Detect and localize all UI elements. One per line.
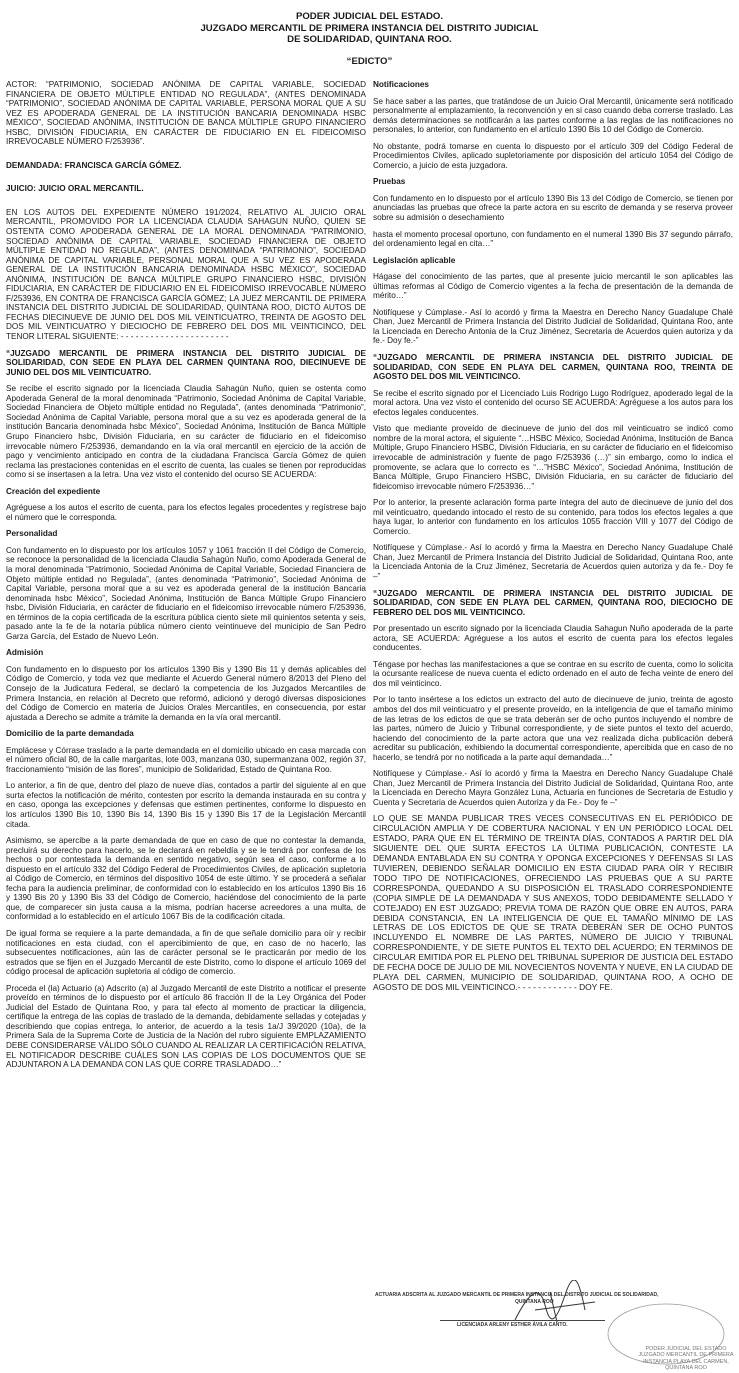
notifiquese-3: Notifíquese y Cúmplase.- Así lo acordó y firma la Maestra en Derecho Nancy Guadalupe Chalé Chan, Juez Mercantil de Primera Instancia del Distrito Judicial de Solidaridad, Quintana Roo, ante la Licenciada en Derecho Mayra González Luna, Actuaria en funciones de Secretaria de Estudio y Cuenta y Secretaria de Acuerdos quien Autoriza y da Fe.- Doy fe –” <box>373 769 733 807</box>
juicio-line: JUICIO: JUICIO ORAL MERCANTIL. <box>6 184 144 194</box>
section-body: Emplácese y Córrase traslado a la parte demandada en el domicilio ubicado en casa marcada con el número oficial 80, de la calle margaritas, lote 003, manzana 030, supermanzana 002, región 37, fraccionamiento “misión de las flores”, municipio de Solidaridad, Estado de Quintana Roo. <box>6 745 366 774</box>
document-header <box>0 0 739 46</box>
section-body: Con fundamento en lo dispuesto por el artículo 1390 Bis 13 del Código de Comercio, se tienen por anunciadas las pruebas que ofrece la parte actora en su escrito de demanda y se reserva proveer sobre su admisión o desechamiento <box>373 193 733 223</box>
section-heading: Notificaciones <box>373 80 429 89</box>
actuario-paragraph: Proceda el (la) Actuario (a) Adscrito (a) al Juzgado Mercantil de este Distrito a notificar el presente proveído en términos de lo dispuesto por el artículo 86 fracción II de la Ley Orgánica del Poder Judicial del Estado de Quintana Roo, y para tal efecto al momento de practicar la diligencia, certifique la entrega de las copias de traslado de la demanda, debidamente selladas y cotejadas y describiendo que copias entrega, lo anterior, de acuerdo a la tesis 1a/J 39/2020 (10a), de la Primera Sala de la Suprema Corte de Justicia de la Nación del rubro siguiente EMPLAZAMIENTO DEBE CONSIDERARSE VÁLIDO SÓLO CUANDO AL REALIZAR LA CERTIFICACIÓN RELATIVA, EL NOTIFICADOR DESCRIBE CUÁLES SON LAS COPIAS DE LOS DOCUMENTOS QUE SE ADJUNTARON A LA DEMANDA CON LAS QUE CORRE TRASLADADO…” <box>6 983 366 1070</box>
section-body: Con fundamento en lo dispuesto por los artículos 1390 Bis y 1390 Bis 11 y demás aplicables del Código de Comercio, y toda vez que mediante el Acuerdo General número 8/2013 del Pleno del Consejo de la Judicatura Federal, se declaró la competencia de los Juzgados Mercantiles de Primera Instancia, en relación al Decreto que reformó, adicionó y derogó diversas disposiciones del Código de Comercio en materia de Juicios Orales Mercantiles, en consecuencia, por estar ajustada a Derecho se admite a trámite la demanda en la vía oral mercantil. <box>6 664 366 722</box>
plazo-paragraph: Lo anterior, a fin de que, dentro del plazo de nueve días, contados a partir del siguiente al en que surta efectos la notificación de mérito, contesten por escrito la demanda instaurada en su contra y en caso, oponga las excepciones y defensas que estimen pertinentes, conforme lo dispuesto en los artículos 1390 Bis 10, 1390 Bis 14, 1390 Bis 15 y 1390 Bis 17 de la Legislación Mercantil citada. <box>6 781 366 829</box>
header-line-3: DE SOLIDARIDAD, QUINTANA ROO. <box>287 34 452 45</box>
right-column <box>373 80 733 1077</box>
section-notificaciones <box>373 80 733 135</box>
section-pruebas <box>373 177 733 222</box>
section-heading: Pruebas <box>373 177 406 187</box>
auto-body-2: Se recibe el escrito signado por el Licenciado Luis Rodrigo Lugo Rodríguez, apoderado legal de la moral actora. Una vez visto el contenido del ocurso SE ACUERDA: Agréguese a los autos para los efectos legales conducentes. <box>373 388 733 417</box>
section-heading: Creación del expediente <box>6 486 101 496</box>
signature-line-2: QUINTANA ROO <box>515 1299 554 1305</box>
autos-paragraph: EN LOS AUTOS DEL EXPEDIENTE NÚMERO 191/2024, RELATIVO AL JUICIO ORAL MERCANTIL, PROMOVIDO POR LA LICENCIADA CLAUDIA SAHAGUN NUÑO, QUIEN SE OSTENTA COMO APODERADA GENERAL DE LA MORAL DENOMINADA “PATRIMONIO, SOCIEDAD ANÓNIMA DE CAPITAL VARIABLE, SOCIEDAD FINANCIERA DE OBJETO MÚLTIPLE ENTIDAD NO REGULADA”, (ANTES DENOMINADA “PATRIMONIO”, SOCIEDAD ANÓNIMA DE CAPITAL VARIABLE, PERSONAL MORAL QUE A SU VEZ ES APODERADA GENERAL DE LA INSTITUCIÓN BANCARIA DENOMINADA HSBC MÉXICO”, SOCIEDAD ANÓNIMA, INSTITUCIÓN DE BANCA MÚLTIPLE GRUPO FINANCIERO HSBC, DIVISIÓN FIDUCIARIA, EN CARÁCTER DE FIDUCIARIO EN EL FIDEICOMISO IRREVOCABLE NÚMERO F/253936, EN CONTRA DE FRANCISCA GARCÍA GÓMEZ; LA JUEZ MERCANTIL DE PRIMERA INSTANCIA DEL DISTRITO JUDICIAL DE SOLIDARIDAD, QUINTANA ROO, DICTÓ AUTOS DE FECHAS DIECINUEVE DE JUNIO DEL DOS MIL VEINTICUATRO, TREINTA DE AGOSTO DEL DOS MIL VEINTICUATRO Y DIECIOCHO DE FEBRERO DEL DOS MIL VEINTICINCO, DEL TENOR LITERAL SIGUIENTE: - - - - - - - - - - - - - - - - - - - - - - <box>6 207 366 342</box>
publicar-paragraph: LO QUE SE MANDA PUBLICAR TRES VECES CONSECUTIVAS EN EL PERIÓDICO DE CIRCULACIÓN AMPLIA Y DE COBERTURA NACIONAL Y EN UN PERIÓDICO LOCAL DEL ESTADO, PARA QUE EN EL TÉRMINO DE TREINTA DÍAS, CONTADOS A PARTIR DEL DÍA SIGUIENTE DEL QUE SURTA EFECTOS LA ÚLTIMA PUBLICACIÓN, CONTESTE LA DEMANDA ENTABLADA EN SU CONTRA Y OPONGA EXCEPCIONES Y DEFENSAS SI LAS TUVIEREN, DEBIENDO SEÑALAR DOMICILIO EN ESTA CIUDAD PARA OÍR Y RECIBIR TODO TIPO DE NOTIFICACIONES, OFRECIENDO LAS PRUEBAS QUE A SU PARTE CORRESPONDA, QUEDANDO A SU DISPOSICIÓN EL TRASLADO CORRESPONDIENTE (COPIA SIMPLE DE LA DEMANDADA Y SUS ANEXOS, TODO DEBIDAMENTE SELLADO Y COTEJADO) EN EST JUZGADO; PREVIA TOMA DE RAZÓN QUE OBRE EN AUTOS, PARA DEBIDA CONSTANCIA, EN LA INTELIGENCIA DE QUE EL TAMAÑO MÍNIMO DE LAS LETRAS DE LOS EDICTOS DE QUE SE TRATA DEBERÁN SER DE OCHO PUNTOS INCLUYENDO EL NOMBRE DE LAS PARTES, NÚMERO DE JUICIO Y TRIBUNAL CORRESPONDIENTE, Y DE SIETE PUNTOS EL TEXTO DEL ACUERDO; EN TERMINOS DE CIRCULAR EMITIDA POR EL PLENO DEL TRIBUNAL SUPERIOR DE JUSTICIA DEL ESTADO DE FECHA DOCE DE JULIO DE MIL NOVECIENTOS NOVENTA Y NUEVE, EN LA CIUDAD DE PLAYA DEL CARMEN, MUNICIPIO DE SOLIDARIDAD, QUINTANA ROO, A OCHO DE AGOSTO DE DOS MIL VEINTICINCO.- - - - - - - - - - - - DOY FE. <box>373 813 733 992</box>
aclaracion-paragraph: Visto que mediante proveído de diecinueve de junio del dos mil veinticuatro se indicó como nombre de la moral actora, el siguiente “…HSBC México, Sociedad Anónima, Institución de Banca Múltiple, Grupo Financiero HSBC, División Fiduciaria, en su carácter de fiduciario en el fideicomiso irrevocable de administración y fuente de pago F/253936 (…)” sin embargo, como lo indica el promovente, se aclara que lo correcto es “…”HSBC México”, Sociedad Anónima, Institución de Banca Múltiple, Grupo Financiero HSBC, División Fiduciaria, en su carácter de fiduciario del fideicomiso irrevocable número F/253936…” <box>373 424 733 491</box>
supletorio-paragraph: No obstante, podrá tomarse en cuenta lo dispuesto por el artículo 309 del Código Federal de Procedimientos Civiles, aplicado supletoriamente por disposición del artículo 1054 del Código de Comercio, a juicio de esta juzgadora. <box>373 141 733 170</box>
section-domicilio <box>6 729 366 774</box>
manifestaciones-paragraph: Téngase por hechas las manifestaciones a que se contrae en su escrito de cuenta, como lo solicita la ocursante realícese de nueva cuenta el edicto ordenado en el auto de fecha veinte de enero del dos mil veinticinco. <box>373 659 733 688</box>
section-body: Hágase del conocimiento de las partes, que al presente juicio mercantil le son aplicables las últimas reformas al Código de Comercio vigentes a la fecha de presentación de la demanda de mérito…” <box>373 272 733 301</box>
section-creacion <box>6 487 366 523</box>
seal-text: PODER JUDICIAL DEL ESTADO JUZGADO MERCANTIL DE PRIMERA INSTANCIA PLAYA DEL CARMEN, QUINTANA ROO <box>638 1346 734 1372</box>
pruebas-continuation: hasta el momento procesal oportuno, con fundamento en el numeral 1390 Bis 37 segundo párrafo, del ordenamiento legal en cita…” <box>373 229 733 249</box>
header-line-2: JUZGADO MERCANTIL DE PRIMERA INSTANCIA DEL DISTRITO JUDICIAL <box>200 22 539 34</box>
auto-body-1: Se recibe el escrito signado por la licenciada Claudia Sahagún Nuño, quien se ostenta como Apoderada General de la moral denominada “Patrimonio, Sociedad Anónima de Capital Variable, Sociedad Financiera de Objeto múltiple entidad no Regulada”, (antes denominada “Patrimonio”, Sociedad Anónima de Capital Variable, persona moral que a su vez es apoderada general de la institución Bancaria denominada hsbc México”, Sociedad Anónima, Institución de Banca Múltiple Grupo Financiero hsbc, División Fiduciaria, en su carácter de fiduciario en el fideicomiso irrevocable número F/253936, demandando en la vía oral mercantil en ejercicio de la acción de pago y vencimiento anticipado en contra de la ciudadana Francisca García Gómez de quien reclama las prestaciones contenidas en el escrito de cuenta, las cuales se tienen por reproducidas como si se insertasen a la letra. Una vez visto el contenido del ocurso SE ACUERDA: <box>6 384 366 480</box>
section-body: Se hace saber a las partes, que tratándose de un Juicio Oral Mercantil, únicamente será notificado personalmente al emplazamiento, la reconvención y en si caso cuando deba correrse traslado. Las demás determinaciones se notificarán a las partes conforme a las reglas de las notificaciones no personales, lo anterior, con fundamento en el artículo 1390 Bis 10 del Código de Comercio. <box>373 96 733 135</box>
auto-heading-2: “JUZGADO MERCANTIL DE PRIMERA INSTANCIA DEL DISTRITO JUDICIAL DE SOLIDARIDAD, CON SEDE EN PLAYA DEL CARMEN, QUINTANA ROO, TREINTA DE AGOSTO DEL DOS MIL VEINTICINCO. <box>373 353 733 382</box>
section-heading: Domicilio de la parte demandada <box>6 729 134 739</box>
integra-paragraph: Por lo anterior, la presente aclaración forma parte íntegra del auto de diecinueve de junio del dos mil veinticuatro, quedando intocado el resto de su contenido, para todos los efectos legales a que haya lugar, lo anterior con fundamento en los artículos 1055 fracción VIII y 1077 del Código de Comercio. <box>373 498 733 536</box>
section-legislacion <box>373 256 733 301</box>
auto-body-3: Por presentado un escrito signado por la licenciada Claudia Sahagun Nuño apoderada de la parte actora, SE ACUERDA: Agréguese a los autos el escrito de cuenta para los efectos legales conducentes. <box>373 624 733 653</box>
apercibe-paragraph: Asimismo, se apercibe a la parte demandada de que en caso de que no contestar la demanda, precluirá su derecho para hacerlo, se le declarará en rebeldía y se le tendrá por confesa de los hechos o por contestada la demanda en sentido negativo, según sea el caso, conforme a lo dispuesto en el artículo 332 del Código Federal de Procedimientos Civiles, de aplicación supletoria al Código de Comercio, en términos del dispositivo 1054 de este último. Y se procederá a señalar fecha para la audiencia preliminar, de conformidad con lo establecido en los artículos 1390 Bis 16 y 1390 Bis 20 y 1390 Bis 33 del Código de Comercio, haciéndose del conocimiento de la parte que, de comparecer sin justa causa a la misma, podrían hacerse acreedores a una multa, de conformidad a lo establecido en el artículo 1067 Bis de la codificación citada. <box>6 836 366 922</box>
actor-paragraph: ACTOR: “PATRIMONIO, SOCIEDAD ANÓNIMA DE CAPITAL VARIABLE, SOCIEDAD FINANCIERA DE OBJETO MÚLTIPLE ENTIDAD NO REGULADA”, (ANTES DENOMINADA “PATRIMONIO”, SOCIEDAD ANÓNIMA DE CAPITAL VARIABLE, PERSONA MORAL QUE A SU VEZ ES APODERADA GENERAL DE LA INSTITUCIÓN BANCARIA DENOMINADA HSBC MÉXICO”, SOCIEDAD ANÓNIMA, INSTITUCIÓN DE BANCA MÚLTIPLE GRUPO FINANCIERO HSBC, DIVISIÓN FIDUCIARIA, EN CARÁCTER DE FIDUCIARIO EN EL FIDEICOMISO IRREVOCABLE NÚMERO F/253936”. <box>6 80 366 147</box>
signature-name: LICENCIADA ARLENY ESTHER ÁVILA CANTO. <box>457 1322 568 1328</box>
section-heading: Personalidad <box>6 529 58 539</box>
body-columns <box>6 80 733 1077</box>
header-line-1: PODER JUDICIAL DEL ESTADO. <box>295 11 444 22</box>
signature-rule <box>440 1320 605 1321</box>
section-body: Con fundamento en lo dispuesto por los artículos 1057 y 1061 fracción II del Código de Comercio, se reconoce la personalidad de la licenciada Claudia Sahagún Nuño, como Apoderada General de la moral denominada “Patrimonio, Sociedad Anónima de Capital Variable, Sociedad Financiera de Objeto múltiple entidad no Regulada”, (antes denominada “Patrimonio”, Sociedad Anónima de Capital Variable, persona moral que a su vez es apoderada general de la institución Bancaria denominada hsbc México”, Sociedad Anónima, Institución de Banca Múltiple Grupo Financiero hsbc, División Fiduciaria, en carácter de fiduciario en el fideicomiso irrevocable número F/253936, en términos de la copia certificada de la escritura pública ciento siete mil quinientos setenta y seis, pasado ante la fe de la notaría pública número ciento veintinueve del municipio de San Pedro Garza García, del Estado de Nuevo León. <box>6 545 366 641</box>
section-body: Agréguese a los autos el escrito de cuenta, para los efectos legales procedentes y regístrese bajo el número que le corresponda. <box>6 503 366 522</box>
left-column <box>6 80 366 1077</box>
section-personalidad <box>6 529 366 641</box>
signature-line-1: ACTUARIA ADSCRITA AL JUZGADO MERCANTIL DE PRIMERA INSTANCIA DEL DISTRITO JUDICIAL DE SOLIDARIDAD, <box>375 1292 659 1298</box>
section-heading: Admisión <box>6 648 44 658</box>
auto-heading-1: “JUZGADO MERCANTIL DE PRIMERA INSTANCIA DEL DISTRITO JUDICIAL DE SOLIDARIDAD, CON SEDE EN PLAYA DEL CARMEN QUINTANA ROO, DIECINUEVE DE JUNIO DEL DOS MIL VEINTICUATRO. <box>6 348 366 377</box>
requiere-paragraph: De igual forma se requiere a la parte demandada, a fin de que señale domicilio para oír y recibir notificaciones en esta ciudad, con el apercibimiento de que, en caso de no hacerlo, las subsecuentes notificaciones, aún las de carácter personal se le practicarán por medio de los estrados que se fijen en el Juzgado Mercantil de este Distrito, como lo dispone el artículo 1069 del código procesal de aplicación supletoria al código de comercio. <box>6 929 366 977</box>
document-title: “EDICTO” <box>346 55 393 67</box>
section-admision <box>6 648 366 722</box>
demandada-line: DEMANDADA: FRANCISCA GARCÍA GÓMEZ. <box>6 160 182 170</box>
auto-heading-3: “JUZGADO MERCANTIL DE PRIMERA INSTANCIA DEL DISTRITO JUDICIAL DE SOLIDARIDAD, CON SEDE EN PLAYA DEL CARMEN, QUINTANA ROO, DIECIOCHO DE FEBRERO DEL DOS MIL VEINTICINCO. <box>373 588 733 617</box>
extracto-paragraph: Por lo tanto insértese a los edictos un extracto del auto de diecinueve de junio, treinta de agosto ambos del dos mil veinticuatro y el presente proveído, en la inteligencia de que el tamaño mínimo de las letras de los edictos de que se trata deberán ser de ocho puntos incluyendo el nombre de las partes, número de Juicio y Tribunal correspondiente, y de siete puntos el texto del acuerdo, haciendo del conocimiento de la parte actora que una vez realizada dicha publicación deberá acreditar su publicación, exhibiendo la documental correspondiente, apercibida que en caso de no hacerlo, se tendrá por no notificada a la parte aquí demandada…” <box>373 695 733 762</box>
notifiquese-1: Notifíquese y Cúmplase.- Así lo acordó y firma la Maestra en Derecho Nancy Guadalupe Chalé Chan, Juez Mercantil de Primera Instancia del Distrito Judicial de Solidaridad, Quintana Roo, ante la Licenciada en Derecho Antonia de la Cruz Jiménez, Secretaria de Acuerdos quien autoriza y da fe.- Doy fe.-” <box>373 307 733 346</box>
section-heading: Legislación aplicable <box>373 255 456 265</box>
notifiquese-2: Notifíquese y Cúmplase.- Así lo acordó y firma la Maestra en Derecho Nancy Guadalupe Chalé Chan, Juez Mercantil de Primera Instancia del Distrito Judicial de Solidaridad, Quintana Roo, ante la Licenciada Antonia de la Cruz Jiménez, Secretaria de Acuerdos quien autoriza y da fe.- Doy fe –” <box>373 543 733 581</box>
